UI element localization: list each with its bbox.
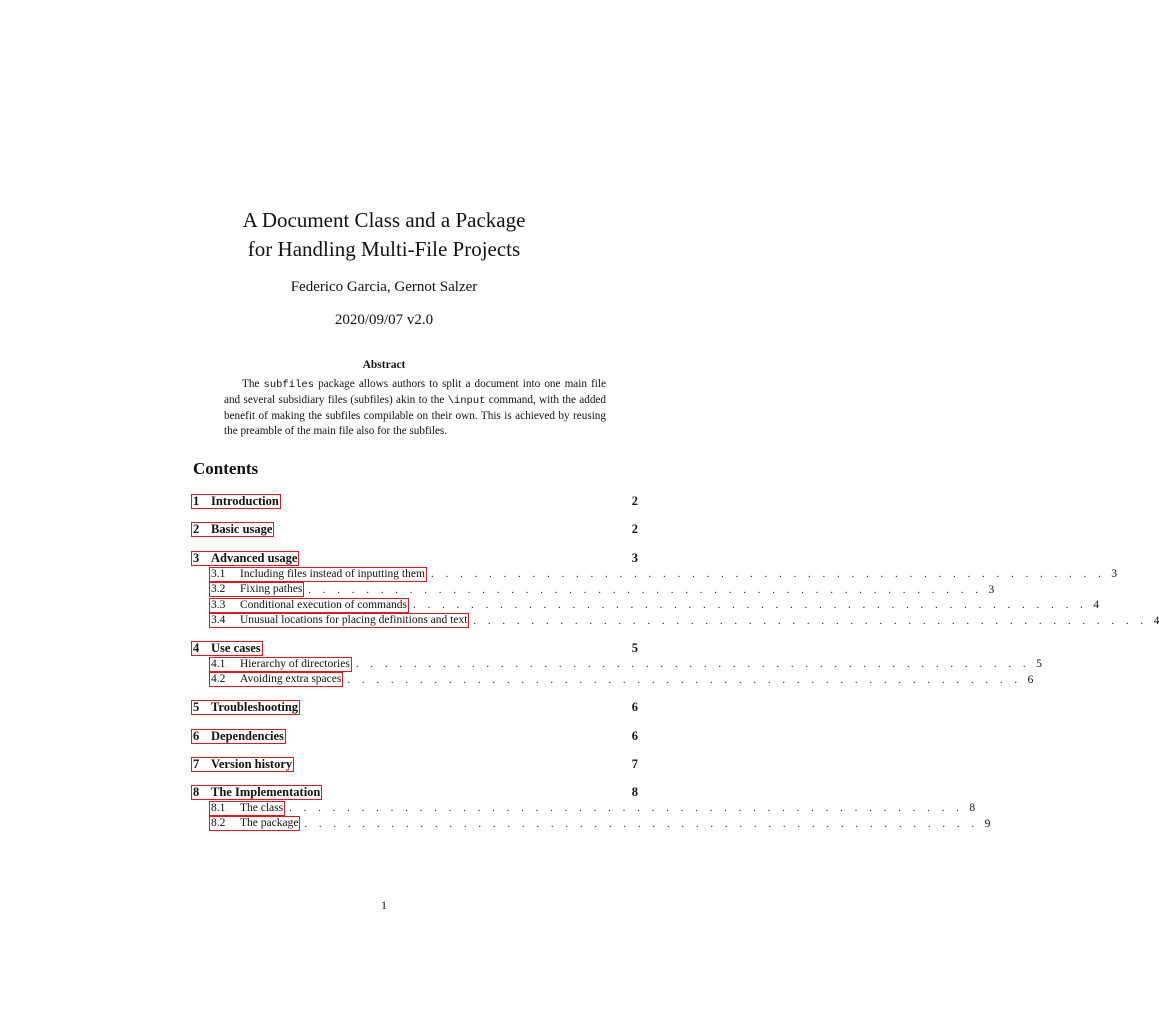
toc-subsection-4.1 (193, 656, 1042, 672)
toc-page-number: 6 (631, 699, 638, 714)
abstract-text-1: The (242, 378, 264, 390)
toc-subsection-number: 3.2 (211, 583, 226, 595)
toc-link-section-4[interactable] (191, 641, 263, 656)
toc-link-subsection-3.4[interactable] (209, 613, 469, 628)
toc-page-number: 2 (631, 521, 638, 536)
toc-page-number: 9 (984, 817, 991, 830)
toc-link-subsection-3.2[interactable] (209, 582, 304, 597)
abstract-text-2: package allows authors to split a document into one main file and several subsidiary files (subfiles) akin to the (224, 378, 606, 406)
toc-section-title: Troubleshooting (211, 699, 299, 714)
toc-page-number: 8 (969, 802, 976, 814)
toc-link-section-5[interactable] (191, 700, 300, 715)
title-line-2: for Handling Multi-File Projects (247, 237, 521, 261)
page-number: 1 (381, 898, 387, 912)
toc-section-number: 8 (193, 784, 200, 799)
toc-link-section-6[interactable] (191, 729, 286, 744)
toc-dot-leader: . . . . . . . . . . . . . . . . . . . . . . . . . . . . . . . . . . . . . . . . . . . . . . . (430, 568, 1106, 580)
toc-page-number: 4 (1093, 599, 1100, 611)
toc-dot-leader: . . . . . . . . . . . . . . . . . . . . . . . . . . . . . . . . . . . . . . . . . . . . . . . (304, 817, 979, 830)
toc-section-title: The Implementation (211, 784, 321, 799)
toc-subsection-title: Hierarchy of directories (240, 657, 350, 670)
toc-section-title: Introduction (211, 493, 279, 508)
toc-page-number: 7 (631, 756, 638, 771)
toc-section-6 (193, 728, 638, 744)
toc-link-subsection-8.1[interactable] (209, 801, 285, 816)
date: 2020/09/07 v2.0 (334, 312, 434, 328)
toc-link-subsection-3.3[interactable] (209, 598, 409, 613)
toc-dot-leader: . . . . . . . . . . . . . . . . . . . . . . . . . . . . . . . . . . . . . . . . . . . . . . . (308, 583, 983, 596)
toc-link-section-8[interactable] (191, 785, 322, 800)
toc-subsection-title: Conditional execution of commands (240, 598, 408, 611)
toc-page-number: 5 (1036, 658, 1042, 670)
toc-page-number: 4 (1153, 614, 1159, 627)
toc-link-subsection-3.1[interactable] (209, 567, 427, 582)
toc-link-subsection-4.2[interactable] (209, 672, 343, 687)
toc-link-subsection-4.1[interactable] (209, 657, 352, 672)
abstract-code-input: \input (447, 395, 486, 407)
toc-section-number: 3 (193, 550, 200, 565)
toc-dot-leader: . . . . . . . . . . . . . . . . . . . . . . . . . . . . . . . . . . . . . . . . . . . . . . . (473, 614, 1148, 627)
toc-section-7 (193, 756, 638, 772)
toc-section-2 (193, 521, 638, 537)
toc-subsection-number: 4.1 (211, 657, 226, 670)
toc-subsection-number: 8.1 (211, 801, 226, 814)
toc-subsection-3.3 (193, 597, 1100, 613)
toc-section-4 (193, 640, 638, 656)
toc-subsection-title: Unusual locations for placing definitions and text (240, 614, 468, 626)
toc-subsection-title: Fixing pathes (240, 583, 303, 595)
toc-subsection-3.4 (193, 613, 1159, 629)
title-line-1: A Document Class and a Package (242, 208, 526, 232)
toc-dot-leader: . . . . . . . . . . . . . . . . . . . . . . . . . . . . . . . . . . . . . . . . . . . . . . . (355, 658, 1031, 670)
toc-subsection-3.1 (193, 566, 1117, 582)
toc-subsection-title: Avoiding extra spaces (240, 673, 342, 685)
toc-section-title: Version history (211, 756, 293, 771)
toc-section-title: Use cases (211, 640, 261, 655)
toc-page-number: 6 (1027, 673, 1034, 686)
toc-section-number: 5 (193, 699, 200, 714)
toc-subsection-3.2 (193, 582, 995, 598)
toc-page-number: 5 (631, 640, 638, 655)
toc-section-8 (193, 784, 638, 800)
toc-subsection-title: Including files instead of inputting them (240, 567, 425, 580)
toc-page-number: 8 (631, 784, 638, 799)
toc-dot-leader: . . . . . . . . . . . . . . . . . . . . . . . . . . . . . . . . . . . . . . . . . . . . . . . (413, 599, 1088, 611)
abstract-text-3: command, with the added benefit of making the subfiles compilable on their own. This is achieved by reusing the preamble of the main file also for the subfiles. (224, 394, 606, 437)
toc-subsection-8.2 (193, 816, 991, 832)
toc-page-number: 3 (631, 550, 638, 565)
toc-subsection-4.2 (193, 672, 1034, 688)
toc-subsection-number: 3.4 (211, 614, 226, 626)
toc-link-section-7[interactable] (191, 757, 294, 772)
toc-page-number: 6 (631, 728, 638, 743)
toc-section-3 (193, 550, 638, 566)
toc-subsection-title: The package (240, 817, 299, 829)
toc-section-number: 6 (193, 728, 200, 743)
toc-page-number: 3 (988, 583, 995, 596)
toc-link-section-1[interactable] (191, 494, 281, 509)
toc-section-number: 2 (193, 521, 200, 536)
toc-dot-leader: . . . . . . . . . . . . . . . . . . . . . . . . . . . . . . . . . . . . . . . . . . . . . . . (347, 673, 1022, 686)
toc-section-title: Dependencies (211, 728, 284, 743)
toc-dot-leader: . . . . . . . . . . . . . . . . . . . . . . . . . . . . . . . . . . . . . . . . . . . . . . . (289, 802, 964, 814)
toc-section-number: 4 (193, 640, 200, 655)
contents-heading: Contents (193, 459, 259, 478)
toc-subsection-title: The class (240, 801, 284, 814)
abstract-body (224, 377, 606, 439)
toc-subsection-number: 4.2 (211, 673, 226, 685)
toc-subsection-8.1 (193, 800, 976, 816)
abstract-code-subfiles: subfiles (263, 379, 314, 391)
toc-section-number: 1 (193, 493, 200, 508)
toc-subsection-number: 3.1 (211, 567, 226, 580)
toc-page-number: 2 (631, 493, 638, 508)
toc-section-number: 7 (193, 756, 200, 771)
toc-section-title: Advanced usage (211, 550, 298, 565)
toc-link-subsection-8.2[interactable] (209, 816, 300, 831)
toc-subsection-number: 3.3 (211, 598, 226, 611)
toc-link-section-2[interactable] (191, 522, 274, 537)
toc-section-1 (193, 493, 638, 509)
toc-link-section-3[interactable] (191, 551, 299, 566)
toc-subsection-number: 8.2 (211, 817, 226, 829)
toc-section-5 (193, 699, 638, 715)
toc-section-title: Basic usage (211, 521, 273, 536)
authors: Federico Garcia, Gernot Salzer (290, 279, 478, 295)
toc-page-number: 3 (1111, 568, 1117, 580)
abstract-heading: Abstract (362, 359, 406, 371)
